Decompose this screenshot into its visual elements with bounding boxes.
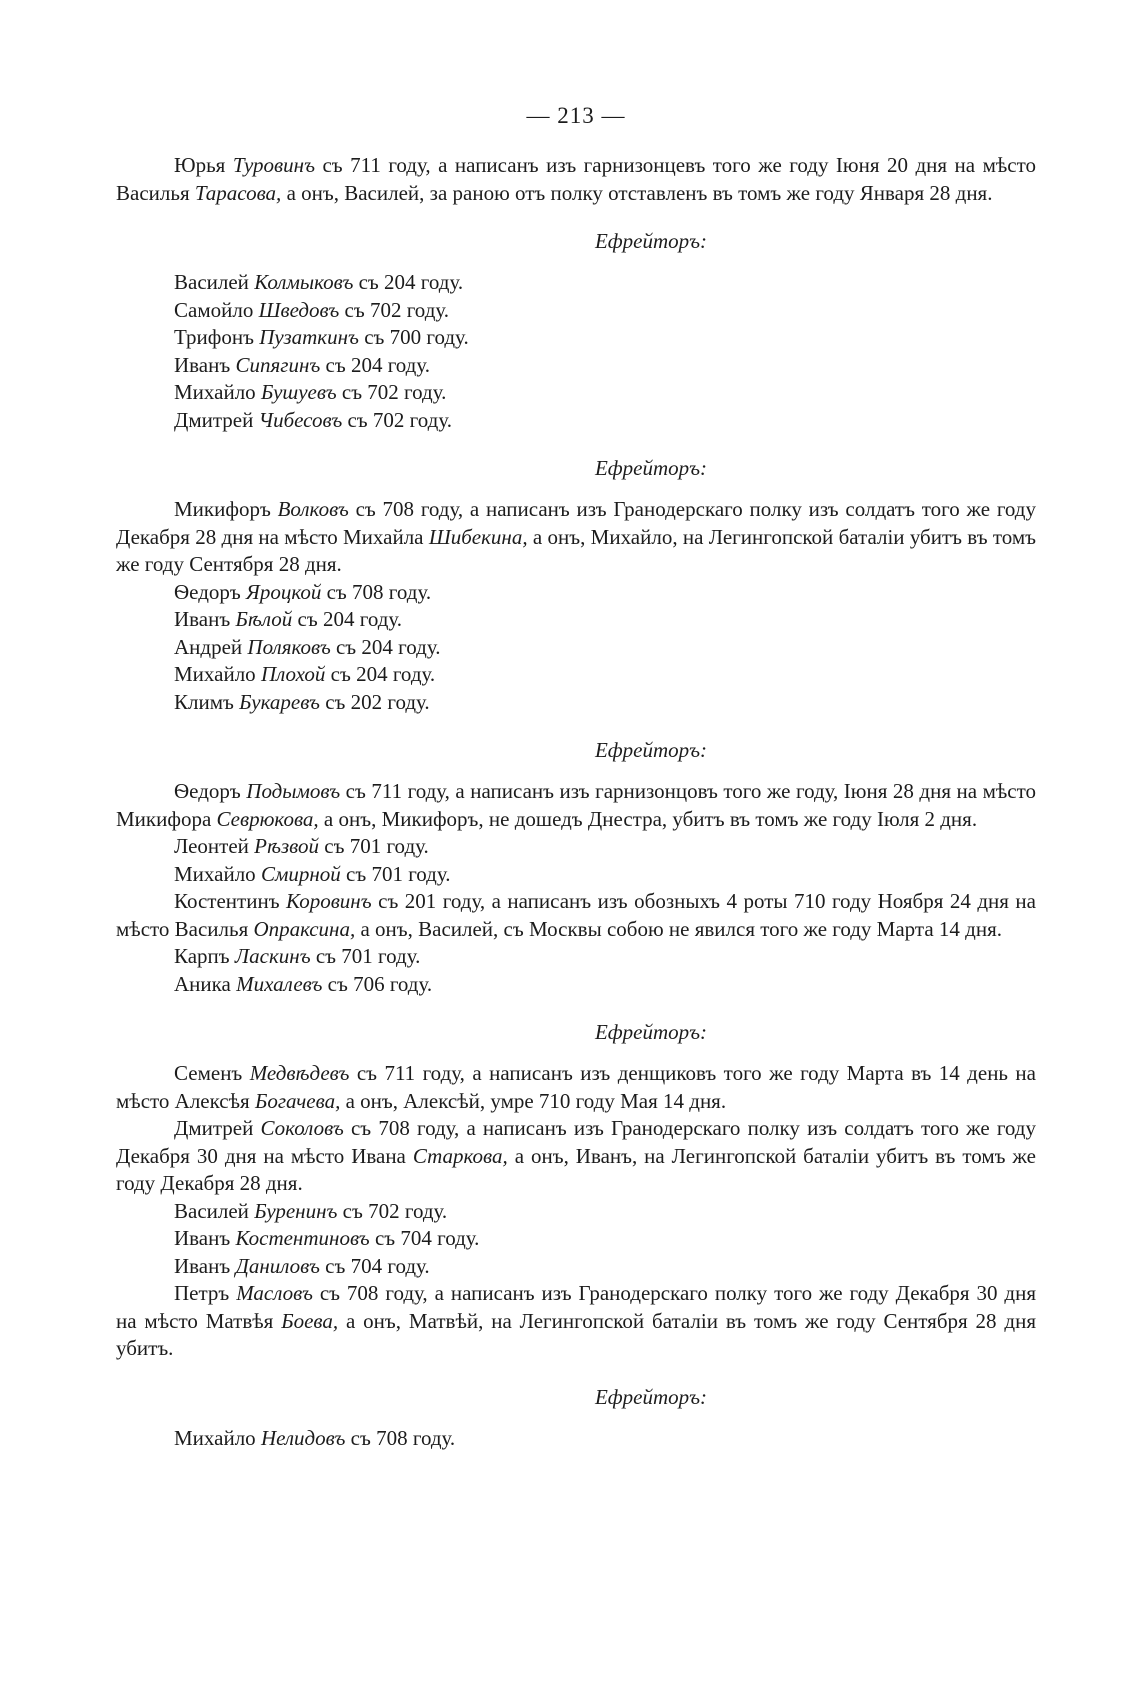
list-item: Трифонъ Пузаткинъ съ 700 году. — [174, 325, 469, 349]
paragraph-volkov: Микифоръ Волковъ съ 708 году, а написанъ изъ Гранодерскаго полку изъ солдатъ того же году Декабря 28 дня на мѣсто Михайла Шибекина, а онъ, Михайло, на Легингопской баталіи убитъ въ томъ же году Сентября 28 дня. — [116, 497, 1037, 576]
list-item: Михайло Нелидовъ съ 708 году. — [174, 1425, 456, 1450]
paragraph-sokolov: Дмитрей Соколовъ съ 708 году, а написанъ изъ Гранодерскаго полку изъ солдатъ того же году Декабря 30 дня на мѣсто Ивана Старкова, а онъ, Иванъ, на Легингопской баталіи убитъ въ томъ же году Декабря 28 дня. — [116, 1116, 1036, 1195]
paragraph-turovin: Юрья Туровинъ съ 711 году, а написанъ изъ гарнизонцевъ того же году Іюня 20 дня на мѣсто Василья Тарасова, а онъ, Василей, за раною отъ полку отставленъ въ томъ же году Января 28 дня. — [116, 153, 1036, 205]
section-heading: Ефрейторъ: — [594, 738, 708, 762]
page-number: — 213 — — [526, 103, 626, 128]
list-item: Иванъ Костентиновъ съ 704 году. — [174, 1226, 480, 1250]
list-item: Иванъ Сипягинъ съ 204 году. — [174, 352, 431, 377]
list-item: Карпъ Ласкинъ съ 701 году. — [174, 944, 421, 968]
list-item: Михайло Смирной съ 701 году. — [174, 861, 451, 886]
list-item: Дмитрей Чибесовъ съ 702 году. — [174, 407, 452, 432]
list-item: Василей Буренинъ съ 702 году. — [174, 1198, 448, 1223]
section-heading: Ефрейторъ: — [594, 1384, 708, 1409]
paragraph-medvedev: Семенъ Медвѣдевъ съ 711 году, а написанъ изъ денщиковъ того же году Марта въ 14 день на мѣсто Алексѣя Богачева, а онъ, Алексѣй, умре 710 году Мая 14 дня. — [116, 1061, 1036, 1113]
section-heading: Ефрейторъ: — [594, 1020, 708, 1044]
paragraph-maslov: Петръ Масловъ съ 708 году, а написанъ изъ Гранодерскаго полку того же году Декабря 30 дня на мѣсто Матвѣя Боева, а онъ, Матвѣй, на Легингопской баталіи въ томъ же году Сентября 28 дня убитъ. — [116, 1281, 1037, 1360]
list-item: Василей Колмыковъ съ 204 году. — [174, 270, 464, 294]
list-item: Климъ Букаревъ съ 202 году. — [174, 689, 430, 714]
list-item: Михайло Плохой съ 204 году. — [174, 662, 436, 686]
list-item: Аника Михалевъ съ 706 году. — [174, 971, 433, 996]
paragraph-podymov: Ѳедоръ Подымовъ съ 711 году, а написанъ изъ гарнизонцовъ того же году, Іюня 28 дня на мѣсто Микифора Севрюкова, а онъ, Микифоръ, не дошедъ Днестра, убитъ въ томъ же году Іюля 2 дня. — [116, 779, 1036, 831]
list-item: Иванъ Бѣлой съ 204 году. — [174, 607, 403, 631]
page-body — [116, 152, 1036, 1452]
list-item: Андрей Поляковъ съ 204 году. — [174, 634, 441, 659]
list-item: Леонтей Рѣзвой съ 701 году. — [174, 834, 429, 858]
list-item: Ѳедоръ Яроцкой съ 708 году. — [174, 579, 432, 604]
section-heading: Ефрейторъ: — [594, 229, 708, 253]
list-item: Самойло Шведовъ съ 702 году. — [174, 297, 450, 322]
section-heading: Ефрейторъ: — [594, 456, 708, 480]
list-item: Михайло Бушуевъ съ 702 году. — [174, 380, 447, 404]
list-item: Иванъ Даниловъ съ 704 году. — [174, 1253, 430, 1278]
paragraph-korovin: Костентинъ Коровинъ съ 201 году, а написанъ изъ обозныхъ 4 роты 710 году Ноября 24 дня на мѣсто Василья Опраксина, а онъ, Василей, съ Москвы собою не явился того же году Марта 14 дня. — [116, 889, 1036, 941]
document-page — [116, 96, 1036, 1452]
